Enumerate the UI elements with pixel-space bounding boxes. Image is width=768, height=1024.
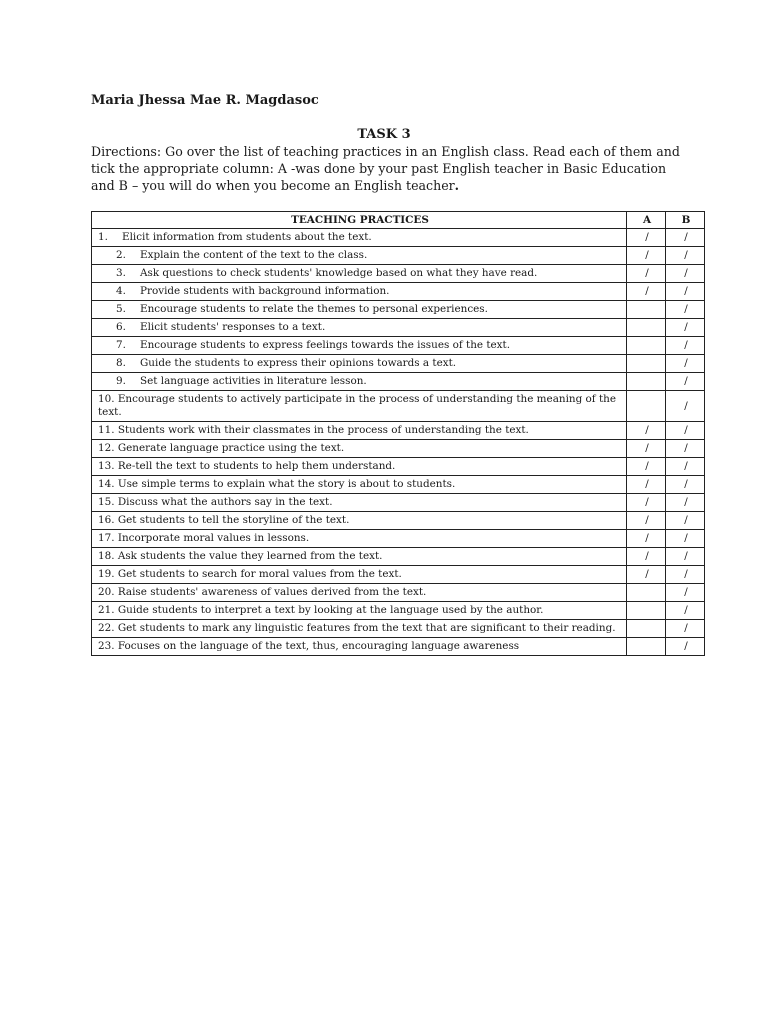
practice-cell [92,355,627,373]
table-row [92,265,705,283]
practice-number: 14. [98,478,115,490]
practice-cell [92,566,627,584]
practice-number: 7. [116,339,126,351]
practice-text: Encourage students to relate the themes to personal experiences. [140,303,488,315]
practice-cell [92,476,627,494]
column-a-tick: / [627,530,666,548]
task-title-text: TASK 3 [357,127,411,142]
practice-text: Guide students to interpret a text by looking at the language used by the author. [117,604,544,616]
practice-cell [92,319,627,337]
column-b-tick: / [666,638,705,656]
practice-text: Encourage students to express feelings towards the issues of the text. [140,339,511,351]
column-a-tick: / [627,422,666,440]
practice-cell [92,301,627,319]
column-a-tick: / [627,566,666,584]
practice-number: 22. [98,622,115,634]
practice-number: 1. [98,231,108,243]
practice-cell [92,440,627,458]
table-row [92,602,705,620]
practice-text: Get students to search for moral values from the text. [117,568,402,580]
practice-text: Get students to mark any linguistic features from the text that are significant to their reading. [117,622,616,634]
table-row [92,391,705,422]
column-b-tick: / [666,440,705,458]
table-row [92,337,705,355]
column-a-tick: / [627,494,666,512]
practice-number: 17. [98,532,115,544]
practice-cell [92,265,627,283]
practice-number: 11. [98,424,115,436]
practice-cell [92,512,627,530]
practice-number: 5. [116,303,126,315]
practice-number: 6. [116,321,126,333]
column-b-tick: / [666,355,705,373]
practice-number: 2. [116,249,126,261]
practice-number: 4. [116,285,126,297]
practice-number: 19. [98,568,115,580]
practice-text: Explain the content of the text to the class. [140,249,368,261]
practice-cell [92,584,627,602]
practice-text: Use simple terms to explain what the story is about to students. [117,478,456,490]
practice-text: Elicit information from students about the text. [122,231,372,243]
practice-number: 10. [98,393,115,405]
table-row [92,476,705,494]
column-b-tick: / [666,602,705,620]
table-row [92,283,705,301]
column-a-tick: / [627,283,666,301]
table-row [92,548,705,566]
column-a-tick [627,301,666,319]
table-row [92,355,705,373]
practice-cell [92,422,627,440]
table-row [92,638,705,656]
directions-text: Directions: Go over the list of teaching practices in an English class. Read each of them and tick the appropriate column: A -was done by your past English teacher in Basic Education and B – you will do when you become an English teacher [91,144,680,193]
column-b-tick: / [666,247,705,265]
table-row [92,440,705,458]
practice-text: Ask students the value they learned from the text. [117,550,383,562]
table-row [92,566,705,584]
column-a-tick [627,638,666,656]
practice-number: 18. [98,550,115,562]
table-row [92,494,705,512]
practice-cell [92,548,627,566]
table-row [92,512,705,530]
practice-text: Raise students' awareness of values derived from the text. [117,586,427,598]
column-b-tick: / [666,494,705,512]
directions-end-mark: . [454,178,460,193]
column-b-tick: / [666,283,705,301]
practice-number: 20. [98,586,115,598]
practice-text: Re-tell the text to students to help them understand. [117,460,396,472]
practice-text: Incorporate moral values in lessons. [117,532,310,544]
column-b-tick: / [666,476,705,494]
column-a-tick [627,391,666,422]
column-b-tick: / [666,548,705,566]
column-b-tick: / [666,373,705,391]
practice-text: Guide the students to express their opinions towards a text. [140,357,457,369]
practice-cell [92,638,627,656]
header-teaching-practices: TEACHING PRACTICES [92,212,627,229]
column-b-tick: / [666,566,705,584]
column-a-tick: / [627,458,666,476]
table-row [92,530,705,548]
column-b-tick: / [666,458,705,476]
column-a-tick: / [627,229,666,247]
column-b-tick: / [666,620,705,638]
task-title [0,127,768,142]
column-b-tick: / [666,584,705,602]
practice-cell [92,373,627,391]
practice-text: Provide students with background information. [140,285,390,297]
column-a-tick [627,373,666,391]
practice-text: Get students to tell the storyline of the text. [117,514,350,526]
practice-text: Students work with their classmates in the process of understanding the text. [117,424,529,436]
table-row [92,422,705,440]
practice-text: Discuss what the authors say in the text. [117,496,333,508]
column-b-tick: / [666,512,705,530]
practice-text: Generate language practice using the text. [117,442,345,454]
practice-number: 15. [98,496,115,508]
practice-number: 23. [98,640,115,652]
practice-number: 3. [116,267,126,279]
practice-cell [92,602,627,620]
practice-cell [92,283,627,301]
table-row [92,247,705,265]
column-b-tick: / [666,265,705,283]
column-b-tick: / [666,530,705,548]
practice-cell [92,494,627,512]
header-column-a: A [627,212,666,229]
column-b-tick: / [666,301,705,319]
column-a-tick [627,584,666,602]
header-column-b: B [666,212,705,229]
practice-cell [92,530,627,548]
table-row [92,319,705,337]
column-b-tick: / [666,391,705,422]
practice-number: 8. [116,357,126,369]
practice-text: Set language activities in literature lesson. [140,375,367,387]
column-a-tick: / [627,247,666,265]
column-a-tick [627,602,666,620]
practice-text: Encourage students to actively participate in the process of understanding the meaning of the text. [98,393,616,418]
column-a-tick [627,355,666,373]
practice-cell [92,337,627,355]
practice-cell [92,247,627,265]
practice-text: Ask questions to check students' knowledge based on what they have read. [140,267,538,279]
practice-number: 13. [98,460,115,472]
table-row [92,620,705,638]
table-header-row [92,212,705,229]
column-a-tick: / [627,512,666,530]
teaching-practices-table [91,211,705,656]
table-body [92,229,705,656]
column-b-tick: / [666,229,705,247]
practice-cell [92,229,627,247]
practice-text: Focuses on the language of the text, thus, encouraging language awareness [117,640,520,652]
table-row [92,301,705,319]
practice-number: 12. [98,442,115,454]
column-a-tick: / [627,476,666,494]
column-b-tick: / [666,422,705,440]
practice-cell [92,391,627,422]
column-a-tick: / [627,548,666,566]
table-row [92,373,705,391]
directions-paragraph [91,143,691,194]
practice-number: 21. [98,604,115,616]
column-a-tick [627,337,666,355]
practice-number: 9. [116,375,126,387]
column-a-tick: / [627,265,666,283]
column-a-tick: / [627,440,666,458]
practice-number: 16. [98,514,115,526]
column-a-tick [627,319,666,337]
practice-cell [92,458,627,476]
author-name: Maria Jhessa Mae R. Magdasoc [91,93,319,108]
practice-text: Elicit students' responses to a text. [140,321,326,333]
table-row [92,229,705,247]
practice-cell [92,620,627,638]
table-row [92,584,705,602]
column-b-tick: / [666,337,705,355]
table-row [92,458,705,476]
column-a-tick [627,620,666,638]
column-b-tick: / [666,319,705,337]
